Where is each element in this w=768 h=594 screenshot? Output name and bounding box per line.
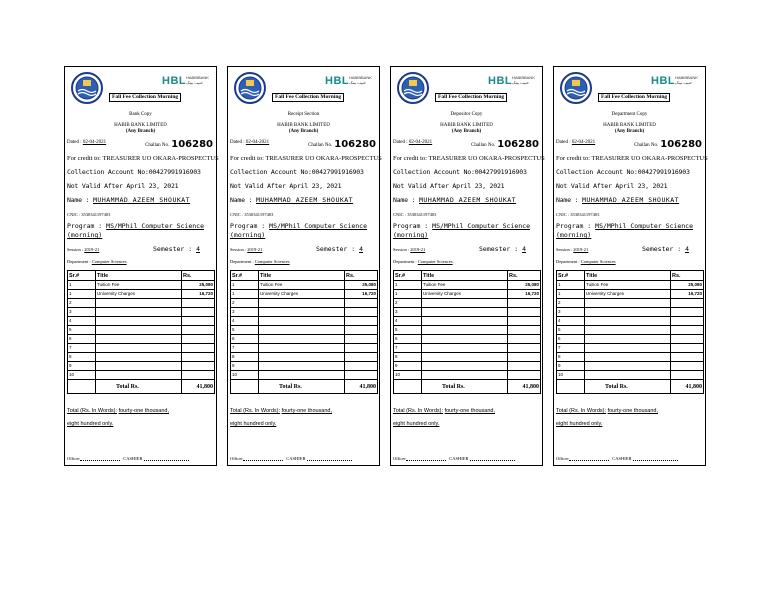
total-value: 41,800 <box>182 380 215 394</box>
row-title: University Charges <box>96 290 182 299</box>
table-row <box>557 335 704 344</box>
row-amount <box>508 344 541 353</box>
table-row <box>557 308 704 317</box>
university-logo-icon <box>230 71 270 105</box>
row-serial: 6 <box>557 335 585 344</box>
row-serial: 6 <box>68 335 96 344</box>
department: Department : Computer Sciences <box>556 259 616 264</box>
table-header-row <box>231 271 378 281</box>
row-title <box>259 371 345 380</box>
row-title: Tuition Fee <box>422 281 508 290</box>
row-amount <box>671 344 704 353</box>
branch: (Any Branch) <box>614 129 645 134</box>
collection-account: Collection Account No:00427991916903 <box>393 168 527 176</box>
semester: Semester : 4 <box>316 245 363 253</box>
row-amount <box>182 371 215 380</box>
row-serial: 1 <box>394 281 422 290</box>
row-amount <box>508 353 541 362</box>
column-header: Title <box>96 271 182 281</box>
row-amount <box>508 299 541 308</box>
row-title: University Charges <box>422 290 508 299</box>
row-title <box>259 344 345 353</box>
table-row <box>557 353 704 362</box>
copy-type: Department Copy <box>611 112 648 117</box>
column-header: Sr.# <box>68 271 96 281</box>
hbl-logo-subtitle: HABIBBANK حبیب بینک <box>512 75 535 85</box>
hbl-logo-subtitle: HABIBBANK حبیب بینک <box>675 75 698 85</box>
hbl-logo: HBL <box>325 75 350 87</box>
row-amount <box>671 371 704 380</box>
student-name: Name : MUHAMMAD AZEEM SHOUKAT <box>230 196 354 204</box>
challan-slip-1 <box>64 66 217 466</box>
row-amount <box>671 317 704 326</box>
branch: (Any Branch) <box>451 129 482 134</box>
row-amount <box>508 317 541 326</box>
row-title <box>585 335 671 344</box>
session: Session : 2019-21 <box>556 247 589 252</box>
table-row <box>557 299 704 308</box>
row-serial: 1 <box>394 290 422 299</box>
table-row <box>68 326 215 335</box>
row-amount <box>345 353 378 362</box>
amount-in-words: Total (Rs. In Words): fourty-one thousand, eight hundred only. <box>230 408 333 427</box>
row-serial: 2 <box>68 299 96 308</box>
table-row <box>394 335 541 344</box>
signature-line: Officer CASHIER <box>67 456 189 461</box>
cnic: CNIC : 3530341197403 <box>556 212 600 217</box>
row-amount <box>345 317 378 326</box>
row-amount <box>345 344 378 353</box>
table-row <box>68 344 215 353</box>
fee-table <box>67 270 215 394</box>
row-amount <box>508 362 541 371</box>
row-amount <box>345 371 378 380</box>
row-title <box>96 317 182 326</box>
table-row <box>68 308 215 317</box>
row-title <box>259 326 345 335</box>
banner: Fall Fee Collection Morning <box>598 93 670 102</box>
row-title <box>96 362 182 371</box>
row-amount: 16,720 <box>508 290 541 299</box>
dated: Dated : 02-04-2021 <box>393 140 433 145</box>
total-label: Total Rs. <box>96 380 182 394</box>
table-row <box>231 335 378 344</box>
student-name: Name : MUHAMMAD AZEEM SHOUKAT <box>556 196 680 204</box>
table-row <box>68 371 215 380</box>
row-title <box>96 371 182 380</box>
column-header: Rs. <box>508 271 541 281</box>
row-amount <box>671 326 704 335</box>
cnic: CNIC : 3530341197403 <box>230 212 274 217</box>
credit-to: For credit to: TREASURER UO OKARA-PROSPECTUS <box>556 155 708 162</box>
row-serial: 8 <box>394 353 422 362</box>
semester: Semester : 4 <box>479 245 526 253</box>
row-serial: 4 <box>394 317 422 326</box>
row-title <box>422 371 508 380</box>
row-title <box>259 317 345 326</box>
row-amount <box>345 299 378 308</box>
fee-table <box>230 270 378 394</box>
row-title <box>259 299 345 308</box>
row-amount <box>671 308 704 317</box>
amount-in-words: Total (Rs. In Words): fourty-one thousand, eight hundred only. <box>556 408 659 427</box>
table-row <box>231 317 378 326</box>
hbl-logo: HBL <box>162 75 187 87</box>
row-amount <box>182 299 215 308</box>
row-title <box>585 308 671 317</box>
row-title: Tuition Fee <box>259 281 345 290</box>
row-serial: 8 <box>231 353 259 362</box>
row-title <box>585 353 671 362</box>
table-row <box>394 290 541 299</box>
row-title <box>96 344 182 353</box>
column-header: Title <box>422 271 508 281</box>
credit-to: For credit to: TREASURER UO OKARA-PROSPECTUS <box>67 155 219 162</box>
column-header: Sr.# <box>557 271 585 281</box>
hbl-logo-subtitle: HABIBBANK حبیب بینک <box>186 75 209 85</box>
row-serial: 2 <box>231 299 259 308</box>
row-amount <box>345 335 378 344</box>
table-row <box>68 335 215 344</box>
row-title <box>585 371 671 380</box>
table-row <box>231 308 378 317</box>
row-serial: 1 <box>68 290 96 299</box>
row-title <box>422 353 508 362</box>
table-row <box>394 326 541 335</box>
column-header: Rs. <box>671 271 704 281</box>
session: Session : 2019-21 <box>67 247 100 252</box>
column-header: Title <box>259 271 345 281</box>
university-logo-icon <box>393 71 433 105</box>
branch: (Any Branch) <box>288 129 319 134</box>
copy-type: Receipt Section <box>287 112 320 117</box>
row-amount <box>182 326 215 335</box>
semester: Semester : 4 <box>153 245 200 253</box>
total-row <box>394 380 541 394</box>
row-amount <box>345 308 378 317</box>
program: Program : MS/MPhil Computer Science (morning) <box>393 222 530 239</box>
challan-number: Challan No. 106280 <box>634 139 702 150</box>
challan-slip-2 <box>227 66 380 466</box>
student-name: Name : MUHAMMAD AZEEM SHOUKAT <box>393 196 517 204</box>
row-serial: 9 <box>557 362 585 371</box>
row-serial: 8 <box>68 353 96 362</box>
total-label: Total Rs. <box>259 380 345 394</box>
fee-table <box>556 270 704 394</box>
semester: Semester : 4 <box>642 245 689 253</box>
row-amount: 25,080 <box>508 281 541 290</box>
branch: (Any Branch) <box>125 129 156 134</box>
not-valid-after: Not Valid After April 23, 2021 <box>230 182 342 190</box>
row-serial: 1 <box>231 290 259 299</box>
row-title <box>422 335 508 344</box>
table-row <box>557 317 704 326</box>
column-header: Title <box>585 271 671 281</box>
row-serial: 7 <box>231 344 259 353</box>
table-row <box>231 281 378 290</box>
bank-name: HABIB BANK LIMITED <box>440 123 493 128</box>
column-header: Sr.# <box>231 271 259 281</box>
row-title <box>259 308 345 317</box>
row-serial: 8 <box>557 353 585 362</box>
not-valid-after: Not Valid After April 23, 2021 <box>556 182 668 190</box>
university-logo-icon <box>67 71 107 105</box>
table-row <box>557 290 704 299</box>
table-row <box>394 371 541 380</box>
row-amount: 16,720 <box>182 290 215 299</box>
dated: Dated : 02-04-2021 <box>230 140 270 145</box>
row-title <box>96 326 182 335</box>
banner: Fall Fee Collection Morning <box>272 93 344 102</box>
table-row <box>231 371 378 380</box>
table-row <box>231 290 378 299</box>
row-serial: 2 <box>394 299 422 308</box>
row-amount <box>508 335 541 344</box>
total-value: 41,800 <box>508 380 541 394</box>
student-name: Name : MUHAMMAD AZEEM SHOUKAT <box>67 196 191 204</box>
row-serial: 4 <box>68 317 96 326</box>
dated: Dated : 02-04-2021 <box>67 140 107 145</box>
challan-slip-3 <box>390 66 543 466</box>
challan-number: Challan No. 106280 <box>308 139 376 150</box>
row-amount: 25,080 <box>671 281 704 290</box>
credit-to: For credit to: TREASURER UO OKARA-PROSPECTUS <box>393 155 545 162</box>
fee-table <box>393 270 541 394</box>
table-row <box>231 326 378 335</box>
row-title: University Charges <box>585 290 671 299</box>
row-serial: 9 <box>68 362 96 371</box>
row-amount: 25,080 <box>182 281 215 290</box>
table-header-row <box>394 271 541 281</box>
signature-line: Officer CASHIER <box>230 456 352 461</box>
signature-line: Officer CASHIER <box>556 456 678 461</box>
row-serial: 1 <box>557 281 585 290</box>
row-title <box>96 353 182 362</box>
row-serial: 3 <box>231 308 259 317</box>
table-row <box>394 308 541 317</box>
row-serial: 2 <box>557 299 585 308</box>
row-amount <box>182 308 215 317</box>
row-title <box>422 308 508 317</box>
table-row <box>231 353 378 362</box>
table-row <box>231 299 378 308</box>
table-row <box>557 326 704 335</box>
banner: Fall Fee Collection Morning <box>109 93 181 102</box>
row-serial: 1 <box>557 290 585 299</box>
row-amount <box>182 335 215 344</box>
row-title: University Charges <box>259 290 345 299</box>
bank-name: HABIB BANK LIMITED <box>603 123 656 128</box>
table-row <box>394 344 541 353</box>
table-row <box>394 317 541 326</box>
dated: Dated : 02-04-2021 <box>556 140 596 145</box>
row-serial: 6 <box>394 335 422 344</box>
row-title: Tuition Fee <box>585 281 671 290</box>
row-title <box>422 317 508 326</box>
row-serial: 5 <box>557 326 585 335</box>
row-serial: 3 <box>557 308 585 317</box>
collection-account: Collection Account No:00427991916903 <box>556 168 690 176</box>
row-amount <box>671 299 704 308</box>
not-valid-after: Not Valid After April 23, 2021 <box>393 182 505 190</box>
banner: Fall Fee Collection Morning <box>435 93 507 102</box>
row-serial: 4 <box>231 317 259 326</box>
table-row <box>557 281 704 290</box>
hbl-logo: HBL <box>488 75 513 87</box>
table-row <box>68 353 215 362</box>
row-serial: 3 <box>394 308 422 317</box>
cnic: CNIC : 3530341197403 <box>67 212 111 217</box>
row-title <box>585 326 671 335</box>
row-serial: 5 <box>394 326 422 335</box>
row-serial: 1 <box>68 281 96 290</box>
table-row <box>231 362 378 371</box>
table-row <box>394 353 541 362</box>
total-row <box>231 380 378 394</box>
row-serial: 6 <box>231 335 259 344</box>
row-serial: 4 <box>557 317 585 326</box>
row-title <box>585 344 671 353</box>
table-row <box>557 362 704 371</box>
row-amount <box>671 335 704 344</box>
row-serial: 3 <box>68 308 96 317</box>
row-serial: 7 <box>68 344 96 353</box>
row-title <box>422 299 508 308</box>
row-serial: 9 <box>231 362 259 371</box>
total-value: 41,800 <box>345 380 378 394</box>
row-title <box>422 326 508 335</box>
row-amount <box>508 308 541 317</box>
table-row <box>394 281 541 290</box>
row-amount: 16,720 <box>671 290 704 299</box>
bank-name: HABIB BANK LIMITED <box>277 123 330 128</box>
row-amount <box>182 362 215 371</box>
not-valid-after: Not Valid After April 23, 2021 <box>67 182 179 190</box>
column-header: Rs. <box>345 271 378 281</box>
row-amount <box>508 326 541 335</box>
row-amount <box>182 353 215 362</box>
table-row <box>231 344 378 353</box>
amount-in-words: Total (Rs. In Words): fourty-one thousand, eight hundred only. <box>393 408 496 427</box>
row-amount <box>671 353 704 362</box>
amount-in-words: Total (Rs. In Words): fourty-one thousand, eight hundred only. <box>67 408 170 427</box>
row-amount <box>182 317 215 326</box>
row-title <box>96 299 182 308</box>
row-serial: 10 <box>231 371 259 380</box>
challan-slip-4 <box>553 66 706 466</box>
row-title: Tuition Fee <box>96 281 182 290</box>
collection-account: Collection Account No:00427991916903 <box>67 168 201 176</box>
signature-line: Officer CASHIER <box>393 456 515 461</box>
program: Program : MS/MPhil Computer Science (morning) <box>230 222 367 239</box>
university-logo-icon <box>556 71 596 105</box>
row-title <box>259 353 345 362</box>
table-row <box>557 371 704 380</box>
total-row <box>68 380 215 394</box>
table-row <box>68 290 215 299</box>
table-header-row <box>68 271 215 281</box>
row-amount <box>345 362 378 371</box>
bank-name: HABIB BANK LIMITED <box>114 123 167 128</box>
table-row <box>394 362 541 371</box>
column-header: Rs. <box>182 271 215 281</box>
collection-account: Collection Account No:00427991916903 <box>230 168 364 176</box>
row-serial: 5 <box>68 326 96 335</box>
row-serial: 10 <box>68 371 96 380</box>
challan-number: Challan No. 106280 <box>471 139 539 150</box>
row-title <box>96 335 182 344</box>
department: Department : Computer Sciences <box>67 259 127 264</box>
department: Department : Computer Sciences <box>393 259 453 264</box>
row-amount <box>508 371 541 380</box>
row-serial: 9 <box>394 362 422 371</box>
table-row <box>68 281 215 290</box>
table-row <box>394 299 541 308</box>
row-title <box>422 362 508 371</box>
row-serial: 10 <box>557 371 585 380</box>
program: Program : MS/MPhil Computer Science (morning) <box>556 222 693 239</box>
row-title <box>96 308 182 317</box>
total-label: Total Rs. <box>422 380 508 394</box>
total-value: 41,800 <box>671 380 704 394</box>
challan-number: Challan No. 106280 <box>145 139 213 150</box>
table-row <box>68 317 215 326</box>
program: Program : MS/MPhil Computer Science (morning) <box>67 222 204 239</box>
session: Session : 2019-21 <box>393 247 426 252</box>
table-row <box>68 299 215 308</box>
row-title <box>259 335 345 344</box>
row-amount: 16,720 <box>345 290 378 299</box>
row-amount: 25,080 <box>345 281 378 290</box>
copy-type: Depositor Copy <box>450 112 483 117</box>
row-title <box>259 362 345 371</box>
table-row <box>557 344 704 353</box>
row-title <box>585 362 671 371</box>
total-label: Total Rs. <box>585 380 671 394</box>
department: Department : Computer Sciences <box>230 259 290 264</box>
row-serial: 7 <box>557 344 585 353</box>
row-title <box>585 317 671 326</box>
table-row <box>68 362 215 371</box>
row-amount <box>182 344 215 353</box>
row-amount <box>345 326 378 335</box>
row-serial: 5 <box>231 326 259 335</box>
session: Session : 2019-21 <box>230 247 263 252</box>
row-title <box>585 299 671 308</box>
row-serial: 1 <box>231 281 259 290</box>
total-row <box>557 380 704 394</box>
hbl-logo-subtitle: HABIBBANK حبیب بینک <box>349 75 372 85</box>
hbl-logo: HBL <box>651 75 676 87</box>
row-serial: 7 <box>394 344 422 353</box>
credit-to: For credit to: TREASURER UO OKARA-PROSPECTUS <box>230 155 382 162</box>
table-header-row <box>557 271 704 281</box>
row-amount <box>671 362 704 371</box>
column-header: Sr.# <box>394 271 422 281</box>
row-title <box>422 344 508 353</box>
cnic: CNIC : 3530341197403 <box>393 212 437 217</box>
row-serial: 10 <box>394 371 422 380</box>
copy-type: Bank Copy <box>129 112 152 117</box>
